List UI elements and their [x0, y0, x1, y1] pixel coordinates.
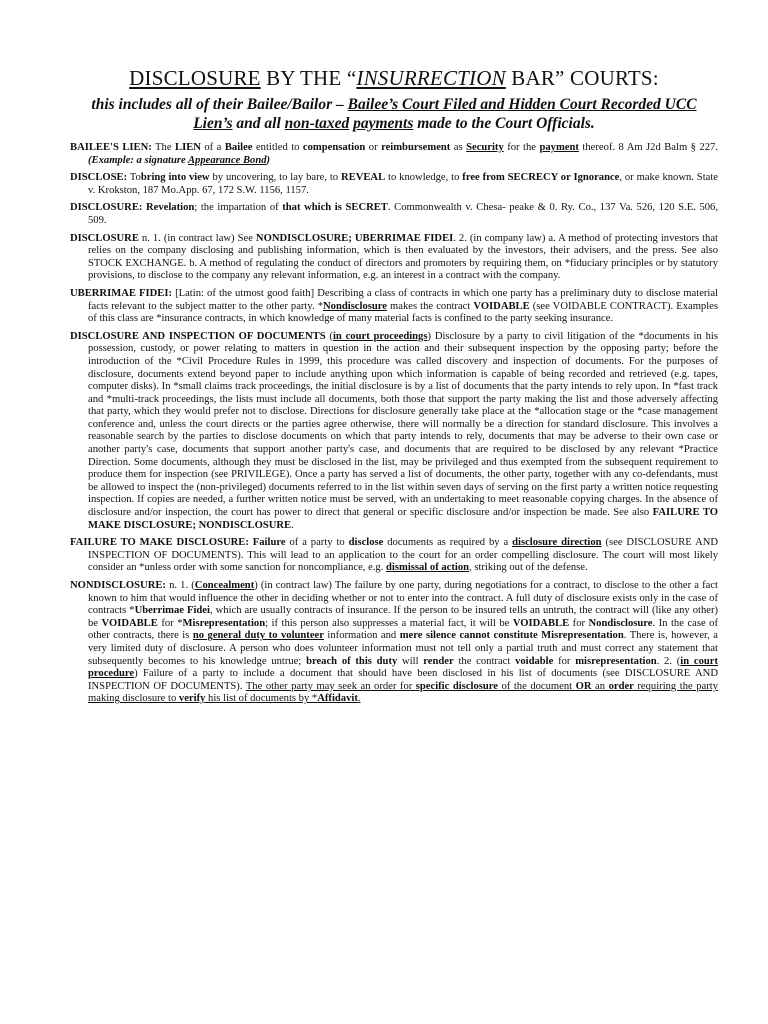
entry-bailees-lien: BAILEE'S LIEN: The LIEN of a Bailee entitled to compensation or reimbursement as Security for the payment thereof. 8 Am J2d Balm § 227. (Example: a signature Appearance Bond): [70, 142, 718, 166]
entry-disclose: DISCLOSE: Tobring into view by uncovering, to lay bare, to REVEAL to knowledge, to free from SECRECY or Ignorance, or make known. State v. Krokston, 187 Mo.App. 67, 172 S.W. 1156, 1157.: [70, 172, 718, 196]
entry-failure-to-make-disclosure: FAILURE TO MAKE DISCLOSURE: Failure of a party to disclose documents as required by a disclosure direction (see DISCLOSURE AND INSPECTION OF DOCUMENTS). This will lead to an application to the court for an order compelling disclosure. The court will most likely consider an *unless order with some sanction for noncompliance, e.g. dismissal of action, striking out of the defense.: [70, 537, 719, 574]
entry-uberrimae-fidei: UBERRIMAE FIDEI: [Latin: of the utmost good faith] Describing a class of contracts in which one party has a preliminary duty to disclose material facts relevant to the subject matter to the other party. *Nondisclosure makes the contract VOIDABLE (see VOIDABLE CONTRACT). Examples of this class are *insurance contracts, in which knowledge of many material facts is confined to the party seeking insurance.: [70, 287, 719, 325]
definition-list: [70, 142, 718, 706]
entry-disclosure-method: DISCLOSURE n. 1. (in contract law) See NONDISCLOSURE; UBERRIMAE FIDEI. 2. (in company law) a. A method of protecting investors that relies on the company disclosing and publishing information, which is then evaluated by the investors, their advisers, and the press. See also STOCK EXCHANGE. b. A method of regulating the conduct of directors and promoters by requiring them, on *fiduciary principles or by statutory provisions, to disclose to the company any relevant information, e.g. an interest in a contract with the company.: [70, 232, 718, 282]
entry-disclosure-inspection: DISCLOSURE AND INSPECTION OF DOCUMENTS (in court proceedings) Disclosure by a party to civil litigation of the *documents in his possession, custody, or power relating to matters in question in the action and their subsequent inspection by the opposing party; before the introduction of the *Civil Procedure Rules in 1999, this procedure was called discovery and inspection of documents. For the purposes of disclosure, documents extend beyond paper to include anything upon which information is capable of being recorded and retrieved (e.g. tapes, computer disks). In *small claims track proceedings, the initial disclosure is by a list of documents that the party intends to rely upon. In *fast track and *multi-track proceedings, the lists must include all documents, both those that support the party making the list and those adversely affecting that party, which they would prefer not to disclose. Directions for disclosure generally take place at the *allocation stage or the *case management conference and, unless the court directs or the parties agree otherwise, there will normally be a direction for standard disclosure. This involves a reasonable search by the parties to disclose documents on which that party intends to rely, documents that may be adverse to their own case or another party's case, documents that support another party's case, and documents that are required to be disclosed by any relevant *Practice Direction. Some documents, although they must be disclosed in the list, may be privileged and thus exempted from the subsequent requirement to produce them for inspection (see PRIVILEGE). Once a party has served a list of documents, the other party, together with any co-defendants, must be allowed to inspect the (non-privileged) documents referred to in the list within seven days of serving on the first party a written notice requesting inspection. If copies are needed, a further written notice must be served, with an undertaking to meet reasonable copying charges. In the absence of disclosure and/or inspection, the court has power to direct that general or specific disclosure and/or inspection be made. See also FAILURE TO MAKE DISCLOSURE; NONDISCLOSURE.: [70, 330, 719, 531]
entry-nondisclosure: NONDISCLOSURE: n. 1. (Concealment) (in contract law) The failure by one party, during negotiations for a contract, to disclose to the other a fact known to him that would influence the other in deciding whether or not to enter into the contract. A full duty of disclosure exists only in the case of contracts *Uberrimae Fidei, which are usually contracts of insurance. If the person to be insured tells an untruth, the contract will (like any other) be VOIDABLE for *Misrepresentation; if this person also suppresses a material fact, it will be VOIDABLE for Nondisclosure. In the case of other contracts, there is no general duty to volunteer information and mere silence cannot constitute Misrepresentation. There is, however, a very limited duty of disclosure. A person who does volunteer information must not tell only a partial truth and must correct any statement that subsequently becomes to his knowledge untrue; breach of this duty will render the contract voidable for misrepresentation. 2. (in court procedure) Failure of a party to include a document that should have been disclosed in his list of documents (see DISCLOSURE AND INSPECTION OF DOCUMENTS). The other party may seek an order for specific disclosure of the document OR an order requiring the party making disclosure to verify his list of documents by *Affidavit.: [70, 580, 719, 705]
document-title: DISCLOSURE BY THE “INSURRECTION BAR” COURTS:: [129, 66, 659, 90]
document-subtitle: this includes all of their Bailee/Bailor – Bailee’s Court Filed and Hidden Court Recorded UCC Lien’s and all non-taxed payments made to the Court Officials.: [91, 96, 697, 132]
entry-disclosure-revelation: DISCLOSURE: Revelation; the impartation of that which is SECRET. Commonwealth v. Chesa- peake & 0. Ry. Co., 137 Va. 526, 120 S.E. 506, 509.: [70, 202, 718, 226]
